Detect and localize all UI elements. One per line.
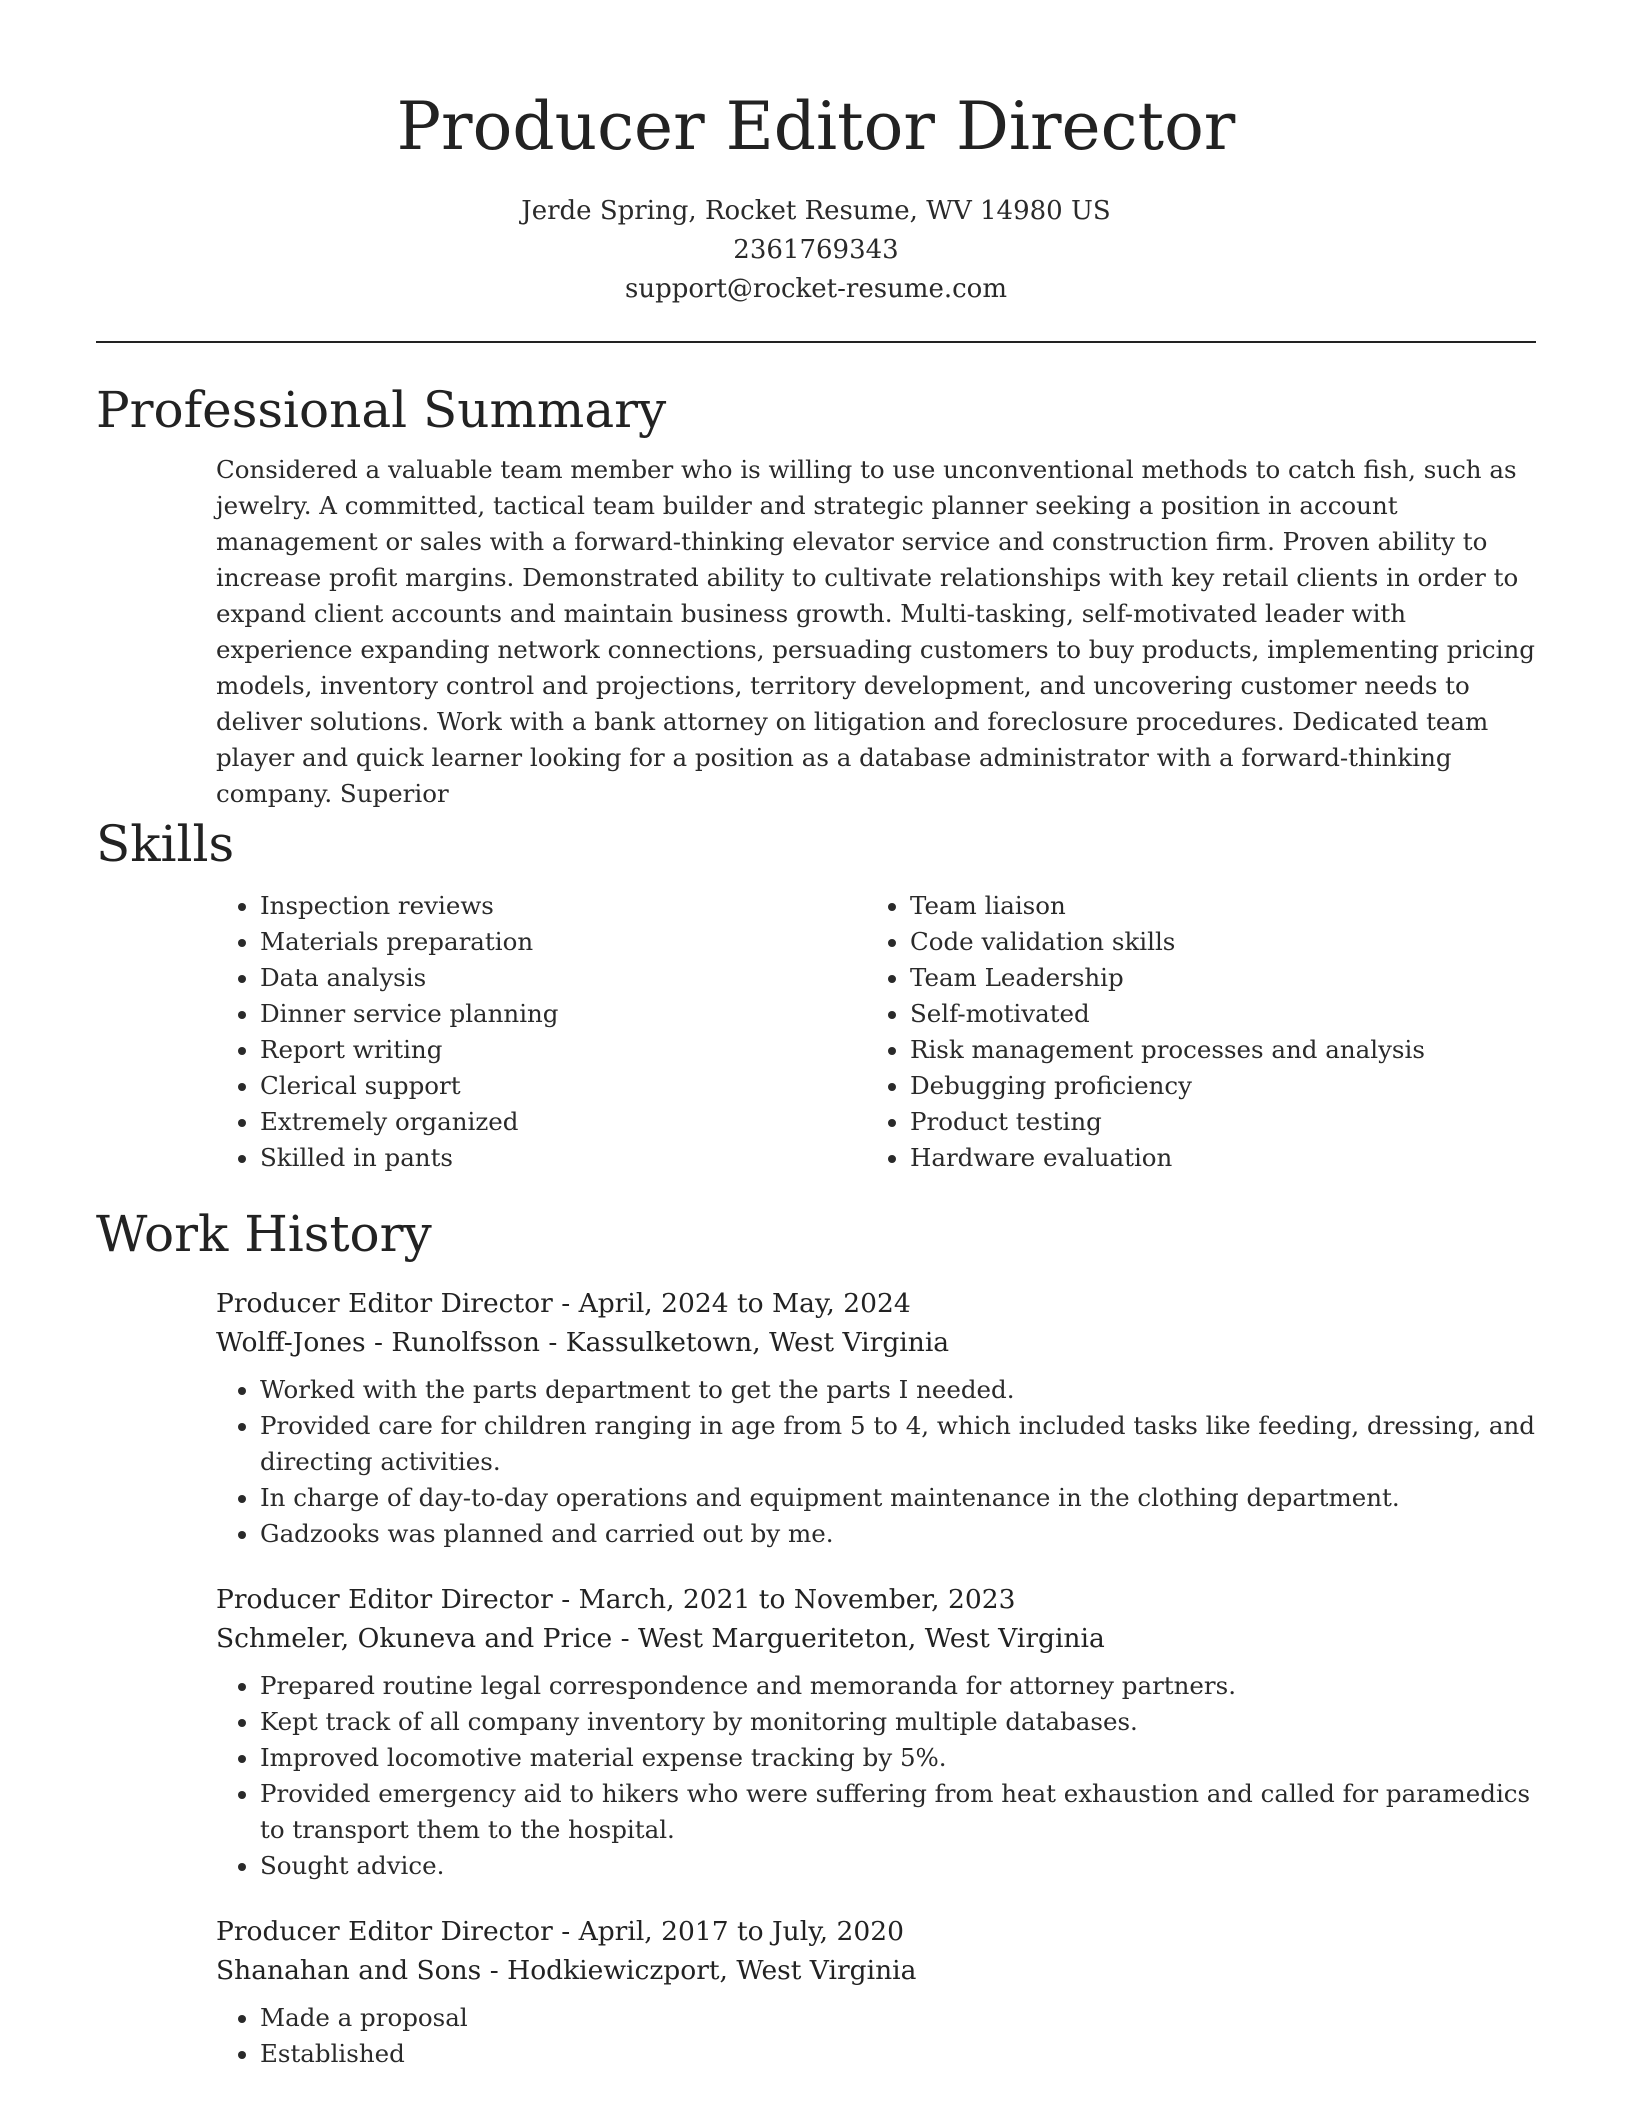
skill-item: • Risk management processes and analysis — [910, 1032, 1516, 1068]
skills-columns — [216, 888, 1536, 1176]
work-history-title: Work History — [96, 1205, 432, 1263]
job-title-line: Producer Editor Director - April, 2024 to May, 2024 — [216, 1288, 911, 1319]
skills-title: Skills — [96, 815, 235, 873]
job-company: Wolff-Jones - Runolfsson — [216, 1327, 540, 1358]
duty-item: • Improved locomotive material expense tracking by 5%. — [260, 1740, 1536, 1776]
duty-item: • Worked with the parts department to get the parts I needed. — [260, 1372, 1536, 1408]
job-company: Shanahan and Sons — [216, 1955, 482, 1986]
skill-item: • Hardware evaluation — [910, 1140, 1516, 1176]
work-history-section — [96, 1202, 1536, 2072]
job-duties — [216, 1372, 1536, 1552]
job-location: Hodkiewiczport, West Virginia — [507, 1955, 917, 1986]
job-location: Kassulketown, West Virginia — [565, 1327, 950, 1358]
email: support@rocket-resume.com — [624, 274, 1007, 304]
summary-section — [96, 378, 1536, 812]
phone: 2361769343 — [733, 235, 899, 265]
job-title-line: Producer Editor Director - April, 2017 to July, 2020 — [216, 1916, 904, 1947]
skill-item: • Materials preparation — [260, 924, 866, 960]
job-position: Producer Editor Director — [216, 1288, 553, 1319]
job-duties — [216, 2000, 1536, 2072]
skill-item: • Code validation skills — [910, 924, 1516, 960]
skills-list-left — [216, 888, 866, 1176]
job-dates: April, 2024 to May, 2024 — [578, 1288, 911, 1319]
duty-item: • Sought advice. — [260, 1848, 1536, 1884]
job-title-line: Producer Editor Director - March, 2021 to November, 2023 — [216, 1584, 1016, 1615]
skill-item: • Dinner service planning — [260, 996, 866, 1032]
resume-header — [0, 0, 1632, 309]
duty-item: • Gadzooks was planned and carried out by me. — [260, 1516, 1536, 1552]
skill-item: • Self-motivated — [910, 996, 1516, 1032]
skill-item: • Debugging proficiency — [910, 1068, 1516, 1104]
summary-title: Professional Summary — [96, 381, 667, 439]
skills-right-column — [866, 888, 1516, 1176]
job-company-line: Shanahan and Sons - Hodkiewiczport, West Virginia — [216, 1955, 917, 1986]
address: Jerde Spring, Rocket Resume, WV 14980 US — [521, 196, 1111, 226]
skill-item: • Product testing — [910, 1104, 1516, 1140]
skills-section — [96, 812, 1536, 1176]
duty-item: • Made a proposal — [260, 2000, 1536, 2036]
job-dates: March, 2021 to November, 2023 — [578, 1584, 1016, 1615]
skill-item: • Data analysis — [260, 960, 866, 996]
job-dates: April, 2017 to July, 2020 — [578, 1916, 904, 1947]
job-entry — [216, 1912, 1536, 2072]
skill-item: • Report writing — [260, 1032, 866, 1068]
skills-list-right — [866, 888, 1516, 1176]
skill-item: • Skilled in pants — [260, 1140, 866, 1176]
duty-item: • Provided care for children ranging in age from 5 to 4, which included tasks like feeding, dressing, and directing activities. — [260, 1408, 1536, 1480]
duty-item: • Provided emergency aid to hikers who were suffering from heat exhaustion and called for paramedics to transport them to the hospital. — [260, 1776, 1536, 1848]
contact-block — [0, 192, 1632, 309]
skill-item: • Team Leadership — [910, 960, 1516, 996]
job-entry — [216, 1284, 1536, 1552]
job-company-line: Schmeler, Okuneva and Price - West Margueriteton, West Virginia — [216, 1623, 1105, 1654]
header-divider — [96, 341, 1536, 343]
duty-item: • In charge of day-to-day operations and equipment maintenance in the clothing department. — [260, 1480, 1536, 1516]
skill-item: • Team liaison — [910, 888, 1516, 924]
job-location: West Margueriteton, West Virginia — [638, 1623, 1105, 1654]
duty-item: • Prepared routine legal correspondence and memoranda for attorney partners. — [260, 1668, 1536, 1704]
skill-item: • Clerical support — [260, 1068, 866, 1104]
job-entry — [216, 1580, 1536, 1884]
candidate-name: Producer Editor Director — [396, 88, 1236, 165]
job-duties — [216, 1668, 1536, 1884]
duty-item: • Established — [260, 2036, 1536, 2072]
job-company: Schmeler, Okuneva and Price — [216, 1623, 613, 1654]
job-company-line: Wolff-Jones - Runolfsson - Kassulketown, West Virginia — [216, 1327, 950, 1358]
job-position: Producer Editor Director — [216, 1584, 553, 1615]
skills-left-column — [216, 888, 866, 1176]
duty-item: • Kept track of all company inventory by monitoring multiple databases. — [260, 1704, 1536, 1740]
skill-item: • Inspection reviews — [260, 888, 866, 924]
job-position: Producer Editor Director — [216, 1916, 553, 1947]
skill-item: • Extremely organized — [260, 1104, 866, 1140]
summary-text: Considered a valuable team member who is willing to use unconventional methods to catch fish, such as jewelry. A committed, tactical team builder and strategic planner seeking a position in account management or sales with a forward-thinking elevator service and construction firm. Proven ability to increase profit margins. Demonstrated ability to cultivate relationships with key retail clients in order to expand client accounts and maintain business growth. Multi-tasking, self-motivated leader with experience expanding network connections, persuading customers to buy products, implementing pricing models, inventory control and projections, territory development, and uncovering customer needs to deliver solutions. Work with a bank attorney on litigation and foreclosure procedures. Dedicated team player and quick learner looking for a position as a database administrator with a forward-thinking company. Superior — [216, 455, 1535, 808]
